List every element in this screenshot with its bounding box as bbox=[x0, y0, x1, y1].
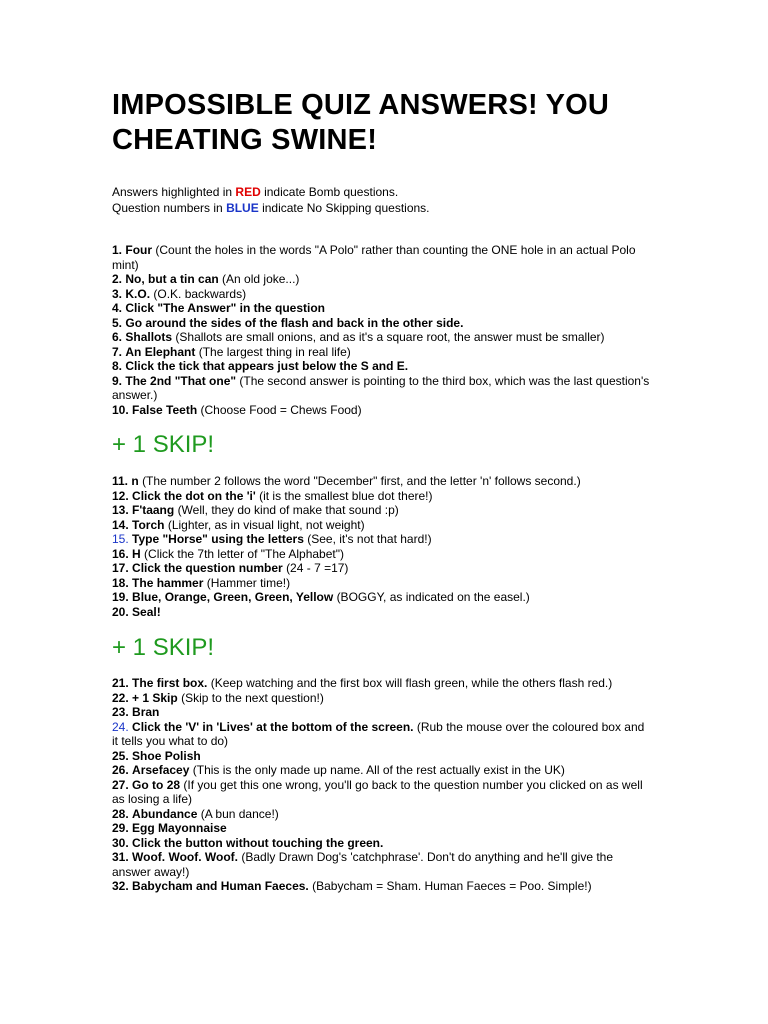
legend bbox=[112, 184, 430, 216]
answer-item bbox=[112, 474, 652, 489]
answer-note: (24 - 7 =17) bbox=[286, 561, 349, 575]
answer-text: + 1 Skip bbox=[132, 690, 178, 705]
answer-item bbox=[112, 547, 652, 562]
question-number: 12. bbox=[112, 488, 129, 503]
question-number: 25. bbox=[112, 748, 129, 763]
answer-note: (Lighter, as in visual light, not weight) bbox=[167, 517, 365, 532]
answer-note: (The number 2 follows the word "December" first, and the letter 'n' follows second.) bbox=[142, 474, 581, 488]
answers-block-1 bbox=[112, 243, 652, 417]
answer-item bbox=[112, 359, 652, 374]
answer-text: Click the 'V' in 'Lives' at the bottom of the screen. bbox=[132, 719, 414, 734]
question-number: 7. bbox=[112, 344, 123, 359]
question-number: 20. bbox=[112, 604, 129, 619]
question-number: 27. bbox=[112, 777, 129, 792]
answer-item bbox=[112, 272, 652, 287]
question-number: 13. bbox=[112, 503, 129, 517]
answer-item bbox=[112, 705, 652, 720]
answer-item bbox=[112, 749, 652, 764]
answer-text: Click the tick that appears just below the S and E. bbox=[125, 359, 409, 373]
answer-item bbox=[112, 720, 652, 749]
question-number: 2. bbox=[112, 272, 123, 286]
answer-item bbox=[112, 778, 652, 807]
answer-text: Click the dot on the 'i' bbox=[132, 488, 256, 503]
answer-text: The hammer bbox=[132, 575, 204, 590]
answer-text: Click the button without touching the green. bbox=[132, 835, 384, 850]
answer-item bbox=[112, 605, 652, 620]
answer-note: (BOGGY, as indicated on the easel.) bbox=[336, 590, 530, 604]
question-number: 22. bbox=[112, 690, 129, 705]
answer-note: (If you get this one wrong, you'll go back to the question number you clicked on as well as losing a life) bbox=[112, 777, 643, 806]
answer-item bbox=[112, 330, 652, 345]
question-number: 24. bbox=[112, 719, 129, 734]
answer-text: False Teeth bbox=[132, 402, 198, 417]
skip-heading-1: + 1 SKIP! bbox=[112, 431, 215, 458]
answer-text: The first box. bbox=[132, 676, 208, 690]
answer-note: (Click the 7th letter of "The Alphabet") bbox=[144, 546, 344, 561]
answer-text: Abundance bbox=[132, 806, 198, 821]
answer-item bbox=[112, 676, 652, 691]
answer-text: K.O. bbox=[125, 286, 151, 301]
answer-note: (Skip to the next question!) bbox=[181, 690, 324, 705]
question-number: 4. bbox=[112, 301, 123, 315]
question-number: 5. bbox=[112, 315, 123, 330]
page-title: IMPOSSIBLE QUIZ ANSWERS! YOU CHEATING SWINE! bbox=[112, 89, 610, 156]
answer-text: An Elephant bbox=[125, 344, 196, 359]
question-number: 16. bbox=[112, 546, 129, 561]
answer-note: (Hammer time!) bbox=[206, 575, 291, 590]
answer-item bbox=[112, 763, 652, 778]
answer-item bbox=[112, 879, 652, 894]
answer-note: (A bun dance!) bbox=[200, 806, 279, 821]
answer-item bbox=[112, 374, 652, 403]
answer-item bbox=[112, 518, 652, 533]
answer-note: (An old joke...) bbox=[222, 272, 300, 286]
answer-note: (The second answer is pointing to the third box, which was the last question's answer.) bbox=[112, 373, 650, 402]
answer-note: (Choose Food = Chews Food) bbox=[200, 402, 362, 417]
answer-item bbox=[112, 301, 652, 316]
answer-text: F'taang bbox=[132, 503, 175, 517]
question-number: 28. bbox=[112, 806, 129, 821]
answers-block-2 bbox=[112, 474, 652, 619]
legend-text: indicate Bomb questions. bbox=[260, 185, 399, 199]
answer-item bbox=[112, 821, 652, 836]
answer-item bbox=[112, 691, 652, 706]
answer-note: (Badly Drawn Dog's 'catchphrase'. Don't do anything and he'll give the answer away!) bbox=[112, 850, 614, 879]
answer-note: (O.K. backwards) bbox=[153, 286, 247, 301]
question-number: 10. bbox=[112, 402, 129, 417]
answer-note: (Count the holes in the words "A Polo" rather than counting the ONE hole in an actual Polo mint) bbox=[112, 243, 636, 272]
answer-item bbox=[112, 489, 652, 504]
answer-item bbox=[112, 807, 652, 822]
legend-red-key: RED bbox=[235, 185, 261, 199]
answer-text: Blue, Orange, Green, Green, Yellow bbox=[132, 590, 334, 604]
answer-text: Type "Horse" using the letters bbox=[132, 532, 304, 546]
legend-text: Question numbers in bbox=[112, 201, 227, 215]
answer-note: (Babycham = Sham. Human Faeces = Poo. Simple!) bbox=[312, 879, 592, 893]
question-number: 30. bbox=[112, 835, 129, 850]
answer-text: Babycham and Human Faeces. bbox=[132, 879, 309, 893]
answer-note: (it is the smallest blue dot there!) bbox=[259, 488, 433, 503]
legend-red-line bbox=[112, 184, 430, 200]
answer-item bbox=[112, 243, 652, 272]
answer-item bbox=[112, 503, 652, 518]
answers-block-3 bbox=[112, 676, 652, 894]
answer-text: Go to 28 bbox=[132, 777, 181, 792]
question-number: 26. bbox=[112, 763, 129, 777]
answer-text: Shallots bbox=[125, 330, 173, 344]
question-number: 8. bbox=[112, 359, 123, 373]
answer-item bbox=[112, 316, 652, 331]
question-number: 9. bbox=[112, 373, 123, 388]
answer-text: Click "The Answer" in the question bbox=[125, 301, 325, 315]
legend-text: Answers highlighted in bbox=[112, 185, 236, 199]
answer-item bbox=[112, 576, 652, 591]
question-number: 17. bbox=[112, 561, 129, 575]
question-number: 11. bbox=[112, 474, 129, 488]
answer-note: (This is the only made up name. All of the rest actually exist in the UK) bbox=[192, 763, 565, 777]
question-number: 6. bbox=[112, 330, 123, 344]
answer-text: Click the question number bbox=[132, 561, 283, 575]
legend-blue-key: BLUE bbox=[226, 201, 259, 215]
answer-note: (The largest thing in real life) bbox=[198, 344, 351, 359]
question-number: 23. bbox=[112, 705, 129, 719]
answer-text: The 2nd "That one" bbox=[125, 373, 237, 388]
question-number: 29. bbox=[112, 821, 129, 835]
question-number: 1. bbox=[112, 243, 123, 257]
answer-text: Arsefacey bbox=[132, 763, 190, 777]
answer-text: H bbox=[132, 546, 141, 561]
answer-text: n bbox=[131, 474, 139, 488]
answer-note: (Rub the mouse over the coloured box and it tells you what to do) bbox=[112, 719, 645, 748]
answer-item bbox=[112, 590, 652, 605]
answer-text: Woof. Woof. Woof. bbox=[132, 850, 238, 864]
answer-text: No, but a tin can bbox=[125, 272, 219, 286]
answer-item bbox=[112, 345, 652, 360]
answer-text: Torch bbox=[132, 517, 165, 532]
skip-heading-2: + 1 SKIP! bbox=[112, 634, 215, 661]
answer-item bbox=[112, 850, 652, 879]
answer-item bbox=[112, 836, 652, 851]
question-number: 31. bbox=[112, 850, 129, 864]
answer-text: Shoe Polish bbox=[132, 748, 201, 763]
answer-note: (Shallots are small onions, and as it's a square root, the answer must be smaller) bbox=[175, 330, 605, 344]
answer-item bbox=[112, 403, 652, 418]
question-number: 14. bbox=[112, 517, 129, 532]
answer-text: Egg Mayonnaise bbox=[132, 821, 227, 835]
answer-text: Bran bbox=[132, 705, 160, 719]
answer-text: Go around the sides of the flash and back in the other side. bbox=[125, 315, 464, 330]
question-number: 21. bbox=[112, 676, 129, 690]
answer-text: Seal! bbox=[132, 604, 161, 619]
answer-item bbox=[112, 287, 652, 302]
legend-blue-line bbox=[112, 200, 430, 216]
answer-item bbox=[112, 532, 652, 547]
legend-text: indicate No Skipping questions. bbox=[258, 201, 430, 215]
question-number: 3. bbox=[112, 286, 123, 301]
question-number: 32. bbox=[112, 879, 129, 893]
answer-text: Four bbox=[125, 243, 153, 257]
answer-note: (Well, they do kind of make that sound :p) bbox=[177, 503, 399, 517]
question-number: 15. bbox=[112, 532, 129, 546]
answer-note: (Keep watching and the first box will flash green, while the others flash red.) bbox=[210, 676, 613, 690]
question-number: 18. bbox=[112, 575, 129, 590]
answer-note: (See, it's not that hard!) bbox=[307, 532, 432, 546]
answer-item bbox=[112, 561, 652, 576]
question-number: 19. bbox=[112, 590, 129, 604]
